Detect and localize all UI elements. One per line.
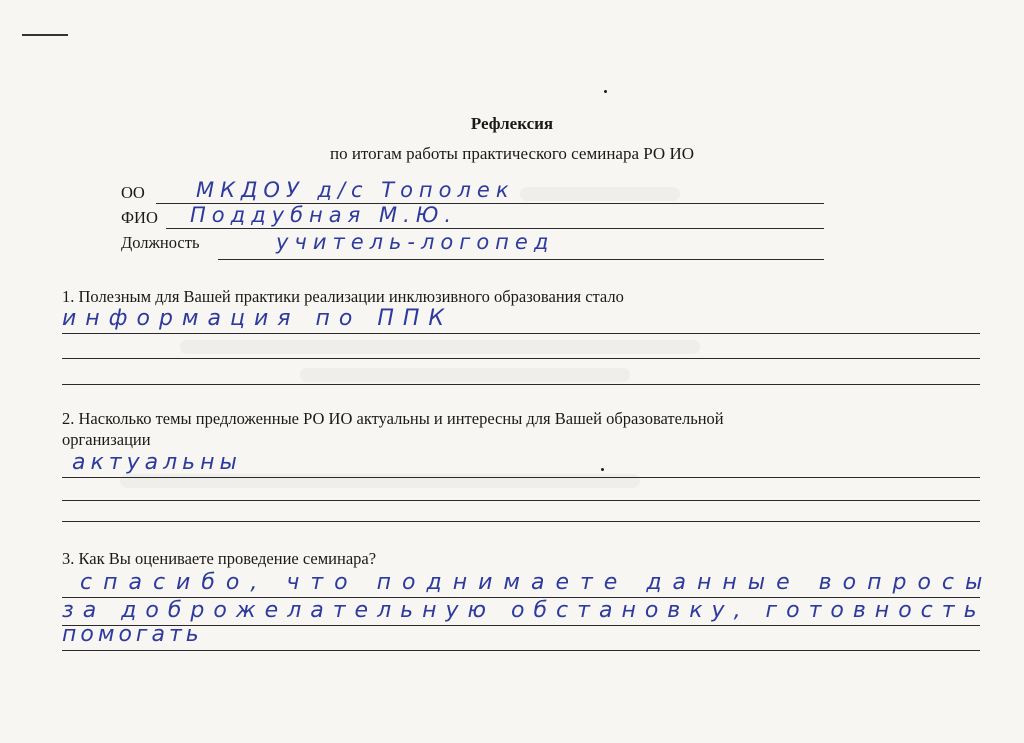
fio-line: [166, 228, 824, 229]
question-1: 1. Полезным для Вашей практики реализации инклюзивного образования стало: [62, 287, 624, 306]
position-label: Должность: [121, 233, 200, 252]
ink-dot: [604, 90, 607, 93]
show-through: [520, 187, 680, 201]
answer-line: [62, 650, 980, 651]
form-subtitle: по итогам работы практического семинара РО ИО: [329, 144, 695, 163]
answer-2-line-1: актуальны: [72, 450, 242, 475]
show-through: [300, 368, 630, 382]
question-3: 3. Как Вы оцениваете проведение семинара?: [62, 549, 377, 568]
question-2-line-2: организации: [62, 430, 151, 449]
ink-dot: [601, 468, 604, 471]
answer-3-line-1: спасибо, что поднимаете данные вопросы: [80, 570, 994, 595]
org-label: ОО: [121, 183, 145, 202]
form-title: Рефлексия: [470, 114, 554, 133]
org-value: МКДОУ д/с Тополек: [196, 178, 515, 202]
answer-1-line-1: информация по ППК: [62, 306, 454, 331]
answer-line: [62, 500, 980, 501]
fio-label: ФИО: [121, 208, 158, 227]
answer-3-line-3: помогать: [62, 622, 203, 647]
answer-line: [62, 521, 980, 522]
answer-line: [62, 384, 980, 385]
position-line: [218, 259, 824, 260]
answer-line: [62, 477, 980, 478]
position-value: учитель-логопед: [276, 230, 555, 254]
show-through: [180, 340, 700, 354]
answer-line: [62, 358, 980, 359]
answer-line: [62, 333, 980, 334]
answer-3-line-2: за доброжелательную обстановку, готовность: [62, 598, 986, 623]
question-2-line-1: 2. Насколько темы предложенные РО ИО актуальны и интересны для Вашей образовательной: [62, 409, 724, 428]
fio-value: Поддубная М.Ю.: [190, 203, 458, 227]
corner-mark: [22, 34, 68, 36]
